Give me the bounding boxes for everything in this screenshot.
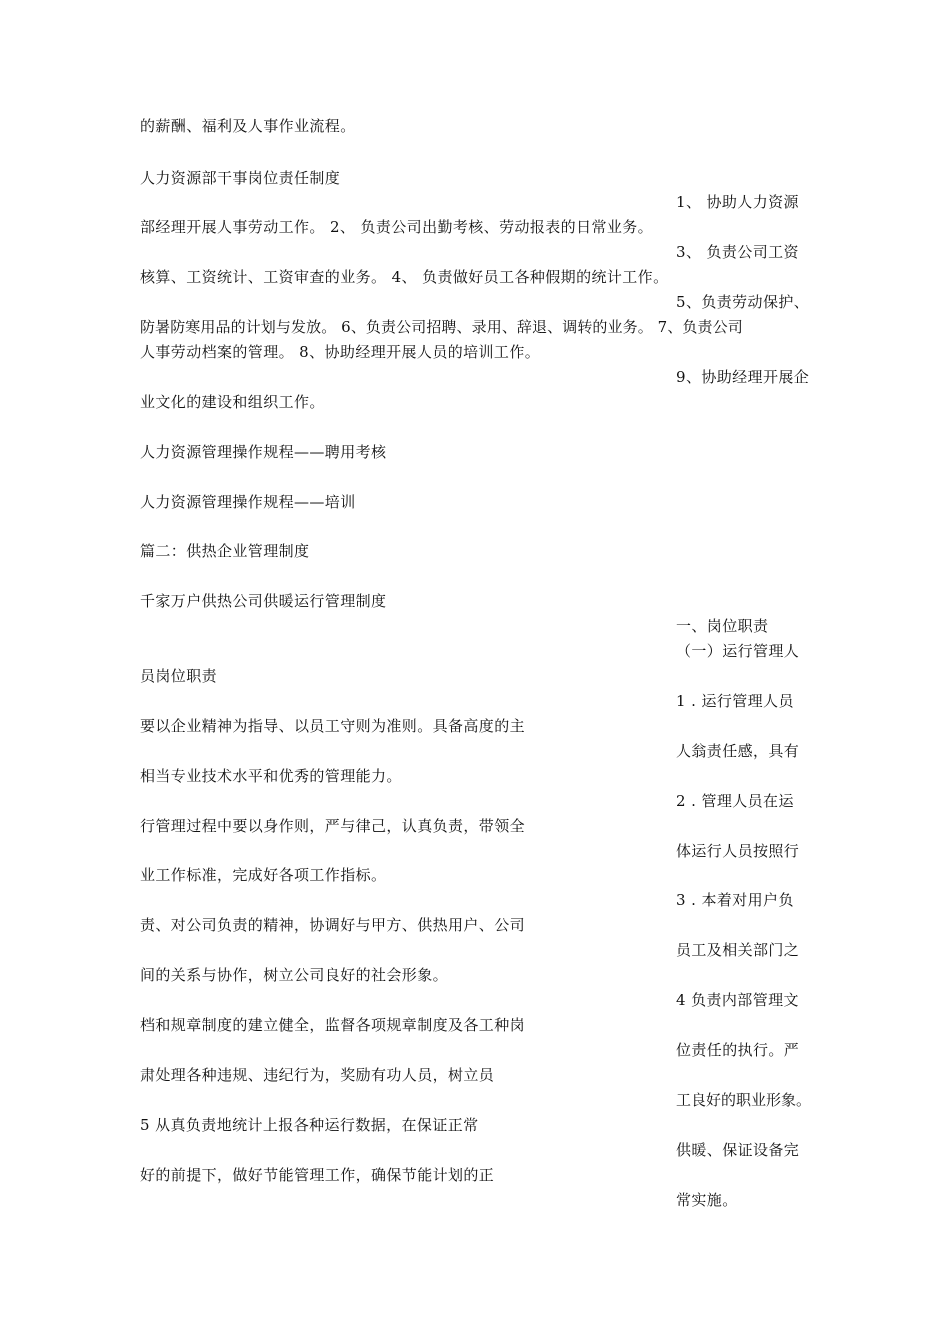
text-line: 行管理过程中要以身作则，严与律己，认真负责，带领全 [140, 817, 526, 835]
text-line: 位责任的执行。严 [676, 1041, 800, 1059]
text-line: 责、对公司负责的精神，协调好与甲方、供热用户、公司 [140, 916, 526, 934]
text-line: 档和规章制度的建立健全，监督各项规章制度及各工种岗 [140, 1016, 526, 1034]
document-title: 千家万户供热公司供暖运行管理制度 [140, 592, 387, 610]
text-line: 业工作标准，完成好各项工作指标。 [140, 866, 387, 884]
text-line: 体运行人员按照行 [676, 842, 800, 860]
text-line: 部经理开展人事劳动工作。 2、 负责公司出勤考核、劳动报表的日常业务。 [140, 218, 654, 236]
text-line: 防暑防寒用品的计划与发放。 6、负责公司招聘、录用、辞退、调转的业务。 7、负责公司 [140, 318, 743, 336]
text-line: 5、负责劳动保护、 [676, 293, 810, 311]
text-line: 员岗位职责 [140, 667, 218, 685]
text-line: 肃处理各种违规、违纪行为，奖励有功人员，树立员 [140, 1066, 495, 1084]
text-line: 供暖、保证设备完 [676, 1141, 800, 1159]
text-line: 人翁责任感，具有 [676, 742, 800, 760]
text-line: 9、协助经理开展企 [676, 368, 810, 386]
text-line: 5 从真负责地统计上报各种运行数据，在保证正常 [140, 1116, 479, 1134]
section-heading: 篇二：供热企业管理制度 [140, 542, 310, 560]
text-line: 3、 负责公司工资 [676, 243, 799, 261]
section-heading: 一、岗位职责 [676, 617, 769, 635]
text-line: 相当专业技术水平和优秀的管理能力。 [140, 767, 402, 785]
section-heading: 人力资源管理操作规程——培训 [140, 493, 356, 511]
text-line: 1、 协助人力资源 [676, 193, 799, 211]
text-line: 间的关系与协作，树立公司良好的社会形象。 [140, 966, 449, 984]
section-heading: 人力资源管理操作规程——聘用考核 [140, 443, 387, 461]
text-line: 好的前提下，做好节能管理工作，确保节能计划的正 [140, 1166, 495, 1184]
text-line: 2 . 管理人员在运 [676, 792, 794, 810]
text-line: 员工及相关部门之 [676, 941, 800, 959]
text-line: 业文化的建设和组织工作。 [140, 393, 325, 411]
text-line: （一）运行管理人 [676, 642, 800, 660]
text-line: 常实施。 [676, 1191, 738, 1209]
section-heading: 人力资源部干事岗位责任制度 [140, 169, 341, 187]
text-line: 1 . 运行管理人员 [676, 692, 794, 710]
text-line: 3 . 本着对用户负 [676, 891, 794, 909]
text-line: 要以企业精神为指导、以员工守则为准则。具备高度的主 [140, 717, 526, 735]
text-line: 的薪酬、福利及人事作业流程。 [140, 117, 356, 135]
text-line: 人事劳动档案的管理。 8、协助经理开展人员的培训工作。 [140, 343, 541, 361]
text-line: 核算、工资统计、工资审查的业务。 4、 负责做好员工各种假期的统计工作。 [140, 268, 669, 286]
text-line: 工良好的职业形象。 [676, 1091, 812, 1109]
text-line: 4 负责内部管理文 [676, 991, 799, 1009]
